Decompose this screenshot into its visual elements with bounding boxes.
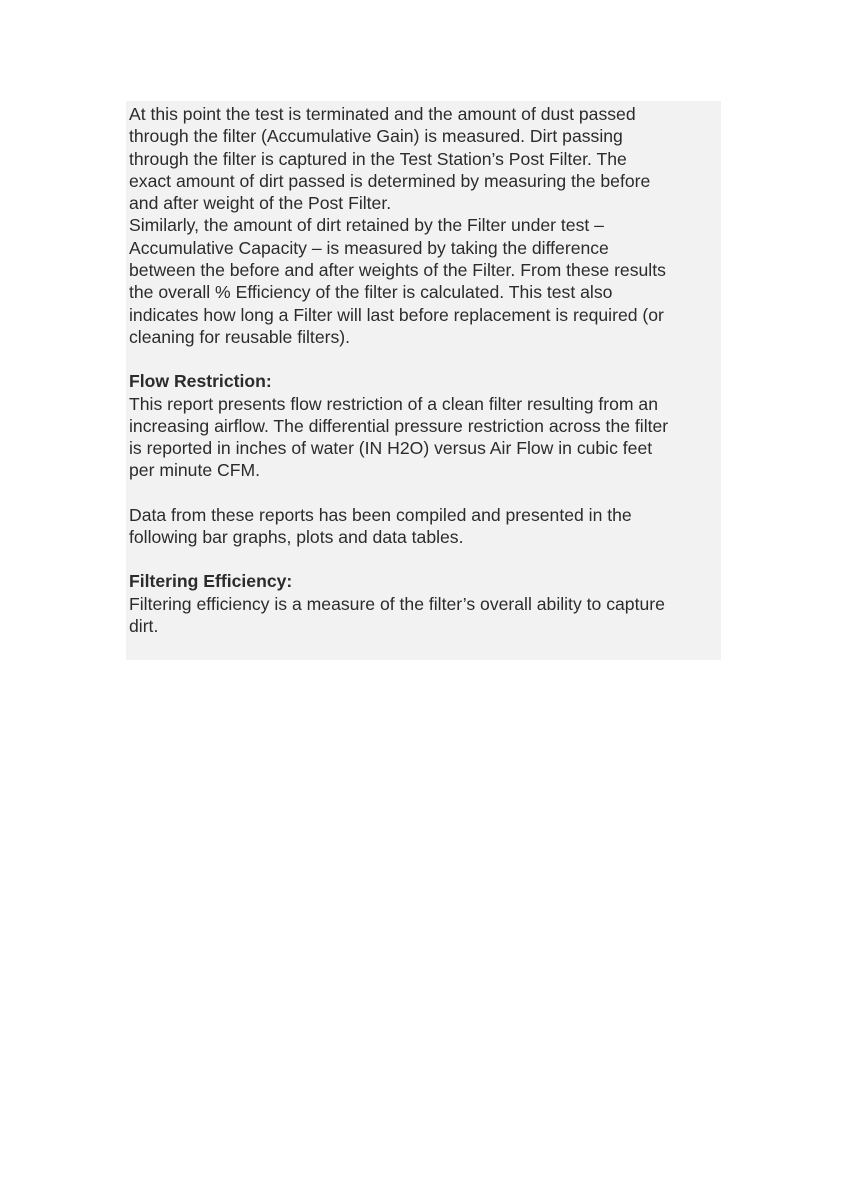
intro-line: indicates how long a Filter will last before replacement is required (or xyxy=(129,304,664,325)
intro-line: the overall % Efficiency of the filter is calculated. This test also xyxy=(129,282,613,303)
intro-line: Accumulative Capacity – is measured by taking the difference xyxy=(129,237,609,258)
data-note-line: following bar graphs, plots and data tables. xyxy=(129,527,464,548)
paragraph-spacer xyxy=(129,348,724,370)
flow-restriction-line: per minute CFM. xyxy=(129,460,261,481)
intro-line: exact amount of dirt passed is determined by measuring the before xyxy=(129,170,651,191)
paragraph-spacer xyxy=(129,482,724,504)
intro-line: through the filter is captured in the Test Station’s Post Filter. The xyxy=(129,148,627,169)
intro-line: cleaning for reusable filters). xyxy=(129,326,351,347)
intro-line: Similarly, the amount of dirt retained by the Filter under test – xyxy=(129,215,604,236)
data-note-paragraph xyxy=(129,504,724,549)
intro-line: and after weight of the Post Filter. xyxy=(129,193,392,214)
intro-paragraph xyxy=(129,103,724,348)
flow-restriction-line: increasing airflow. The differential pressure restriction across the filter xyxy=(129,415,669,436)
document-body xyxy=(129,103,724,637)
paragraph-spacer xyxy=(129,548,724,570)
data-note-line: Data from these reports has been compiled and presented in the xyxy=(129,504,632,525)
filtering-efficiency-line: Filtering efficiency is a measure of the filter’s overall ability to capture xyxy=(129,593,665,614)
flow-restriction-heading: Flow Restriction: xyxy=(129,371,272,392)
filtering-efficiency-heading: Filtering Efficiency: xyxy=(129,571,293,592)
flow-restriction-section xyxy=(129,370,724,481)
flow-restriction-line: is reported in inches of water (IN H2O) versus Air Flow in cubic feet xyxy=(129,438,653,459)
filtering-efficiency-line: dirt. xyxy=(129,615,159,636)
intro-line: between the before and after weights of the Filter. From these results xyxy=(129,260,666,281)
intro-line: At this point the test is terminated and the amount of dust passed xyxy=(129,104,636,124)
intro-line: through the filter (Accumulative Gain) is measured. Dirt passing xyxy=(129,126,623,147)
filtering-efficiency-section xyxy=(129,570,724,637)
flow-restriction-line: This report presents flow restriction of a clean filter resulting from an xyxy=(129,393,659,414)
